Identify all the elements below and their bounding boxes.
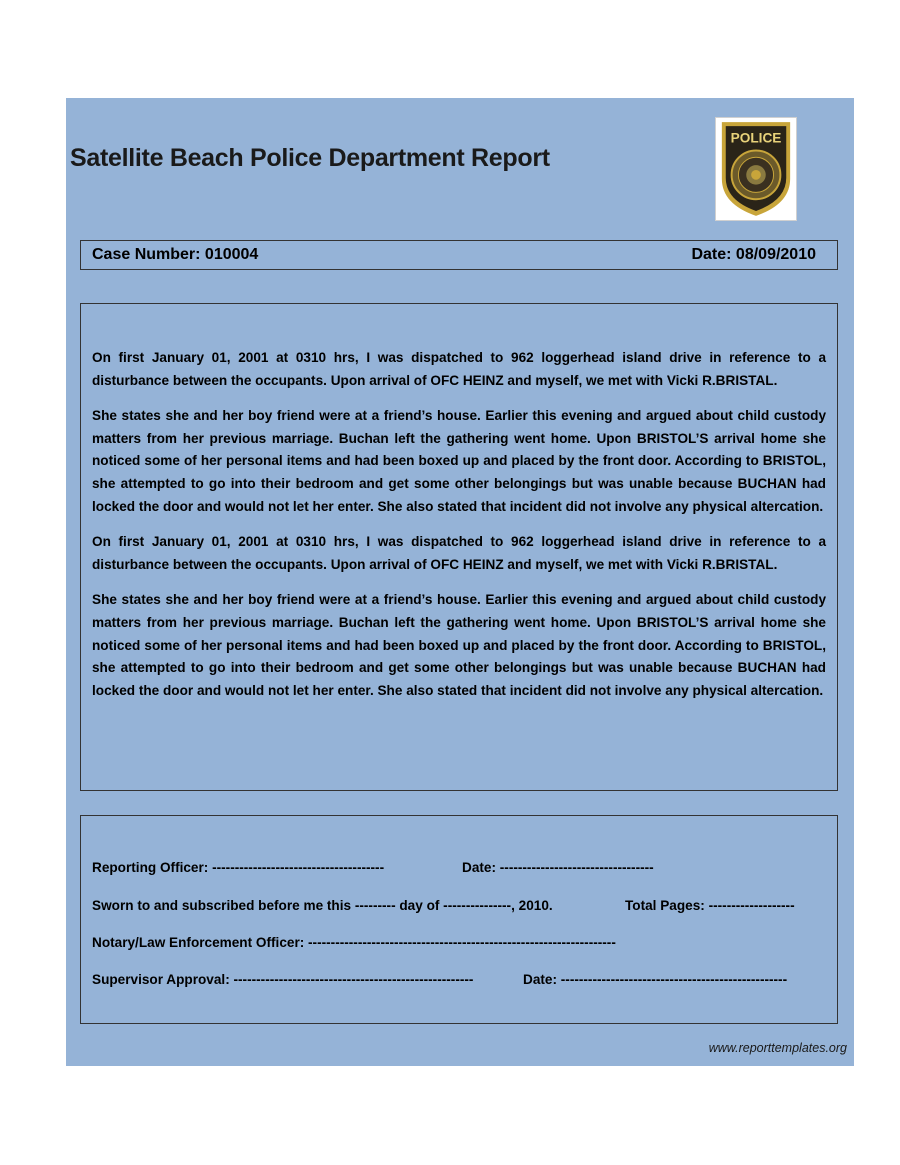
- narrative-paragraph: She states she and her boy friend were at a friend’s house. Earlier this evening and argued about child custody matters from her previous marriage. Buchan left the gathering went home. Upon BRISTOL’S arrival home she noticed some of her personal items and had been boxed up and placed by the front door. According to BRISTOL, she attempted to go into their bedroom and get some other belongings but was unable because BUCHAN had locked the door and would not let her enter. She also stated that incident did not involve any physical altercation.: [92, 408, 826, 514]
- signoff-box: [80, 815, 838, 1024]
- case-info-bar: [80, 240, 838, 270]
- report-date: Date: 08/09/2010: [691, 246, 816, 263]
- narrative-paragraph: She states she and her boy friend were at a friend’s house. Earlier this evening and argued about child custody matters from her previous marriage. Buchan left the gathering went home. Upon BRISTOL’S arrival home she noticed some of her personal items and had been boxed up and placed by the front door. According to BRISTOL, she attempted to go into their bedroom and get some other belongings but was unable because BUCHAN had locked the door and would not let her enter. She also stated that incident did not involve any physical altercation.: [92, 592, 826, 698]
- narrative-paragraph: On first January 01, 2001 at 0310 hrs, I was dispatched to 962 loggerhead island drive in reference to a disturbance between the occupants. Upon arrival of OFC HEINZ and myself, we met with Vicki R.BRISTAL.: [92, 534, 826, 572]
- logo-text: POLICE: [730, 130, 782, 146]
- report-page: [66, 98, 854, 1066]
- notary-line: Notary/Law Enforcement Officer: --------------------------------------------------------------------: [92, 935, 616, 950]
- supervisor-approval-line: Supervisor Approval: -----------------------------------------------------: [92, 972, 474, 987]
- police-badge-logo: [715, 117, 797, 221]
- total-pages-line: Total Pages: -------------------: [625, 898, 795, 913]
- narrative-paragraph: On first January 01, 2001 at 0310 hrs, I was dispatched to 962 loggerhead island drive in reference to a disturbance between the occupants. Upon arrival of OFC HEINZ and myself, we met with Vicki R.BRISTAL.: [92, 350, 826, 388]
- supervisor-date-line: Date: --------------------------------------------------: [523, 972, 788, 987]
- case-number: Case Number: 010004: [92, 246, 259, 263]
- reporting-officer-line: Reporting Officer: --------------------------------------: [92, 860, 385, 875]
- reporting-date-line: Date: ----------------------------------: [462, 860, 654, 875]
- sworn-line: Sworn to and subscribed before me this --------- day of ---------------, 2010.: [92, 898, 553, 913]
- narrative-box: [80, 303, 838, 791]
- footer-website: www.reporttemplates.org: [708, 1041, 847, 1055]
- police-badge-icon: [716, 118, 796, 220]
- page-title: Satellite Beach Police Department Report: [70, 144, 550, 172]
